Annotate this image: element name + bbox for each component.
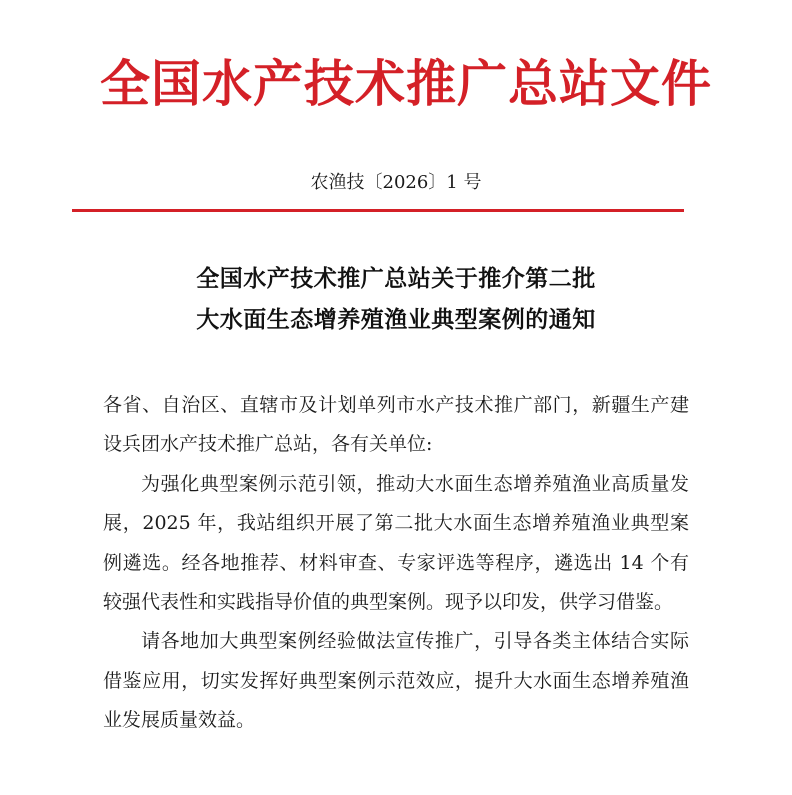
document-title-line-2: 大水面生态增养殖渔业典型案例的通知 (196, 306, 596, 333)
salutation: 各省、自治区、直辖市及计划单列市水产技术推广部门，新疆生产建设兵团水产技术推广总站，各有关单位: (103, 394, 689, 456)
red-separator-line (72, 209, 684, 212)
body-paragraph-2: 请各地加大典型案例经验做法宣传推广，引导各类主体结合实际借鉴应用，切实发挥好典型案例示范效应，提升大水面生态增养殖渔业发展质量效益。 (103, 630, 689, 732)
document-body (103, 386, 689, 741)
issuing-organization-header: 全国水产技术推广总站文件 (100, 54, 712, 113)
document-title-line-1: 全国水产技术推广总站关于推介第二批 (196, 265, 596, 292)
document-number: 农渔技〔2026〕1 号 (310, 172, 482, 193)
body-paragraph-1: 为强化典型案例示范引领，推动大水面生态增养殖渔业高质量发展，2025 年，我站组织开展了第二批大水面生态增养殖渔业典型案例遴选。经各地推荐、材料审查、专家评选等程序，遴选出 14 个有较强代表性和实践指导价值的典型案例。现予以印发，供学习借鉴。 (103, 472, 689, 614)
document-title (0, 258, 792, 340)
